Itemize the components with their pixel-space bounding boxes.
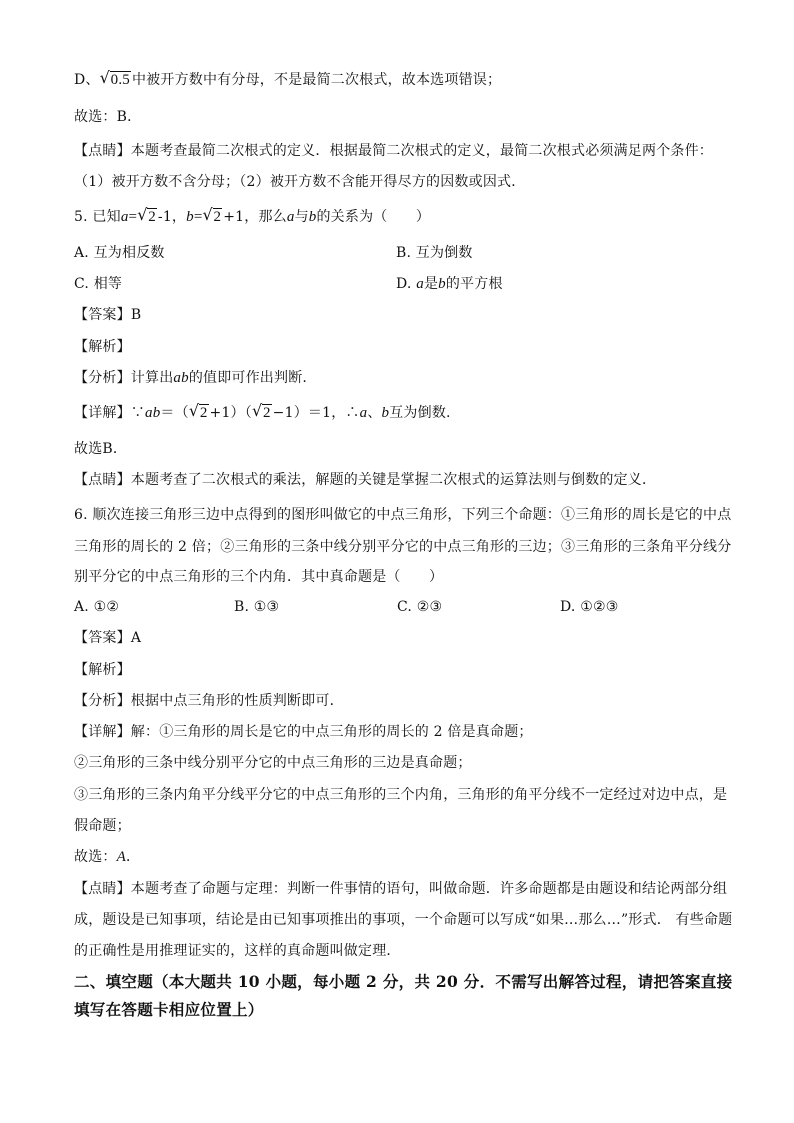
q5-option-d: [396, 274, 503, 294]
xiangjie-tail: 互为倒数.: [389, 405, 451, 421]
sqrt-expression: [101, 70, 131, 90]
q6-line-1: 6. 顺次连接三角形三边中点得到的图形叫做它的中点三角形，下列三个命题：①三角形的周长是它的中点: [74, 507, 732, 523]
radicand: 2: [199, 405, 208, 421]
note-line-1: 【点睛】本题考查最简二次根式的定义．根据最简二次根式的定义，最简二次根式必须满足两个条件：: [74, 143, 713, 159]
q6-answer-line: [74, 628, 141, 648]
question-5-stem: [74, 207, 430, 227]
var-a: a: [286, 209, 295, 225]
fenxi-lead: 【分析】计算出: [74, 370, 174, 386]
minus-one-result: −1）＝1，∴: [272, 405, 360, 421]
option-d-line: [74, 70, 501, 90]
radicand: 0.5: [110, 72, 130, 88]
option-d-mid: 是: [423, 276, 439, 292]
section-2-heading-2: 填写在答题卡相应位置上）: [74, 1000, 264, 1019]
q6-guxuan: [74, 847, 140, 867]
sqrt-2-b: [204, 207, 223, 227]
q6-dianjing-1: 【点睛】本题考查了命题与定理：判断一件事情的语句，叫做命题．许多命题都是由题设和结论两部分组: [74, 881, 728, 897]
answer-label: 【答案】: [74, 307, 131, 323]
q5-stem-text: 5. 已知: [74, 209, 121, 225]
eq-sign: =: [128, 209, 138, 225]
option-d-prefix: D、: [74, 72, 100, 88]
xiangjie-lead: 【详解】∵: [74, 405, 145, 421]
guxuan-end: ．: [125, 849, 141, 865]
q5-mid: 与: [294, 209, 309, 225]
q6-line-3: 别平分它的中点三角形的三个内角．其中真命题是（ ）: [74, 569, 444, 585]
radicand: 2: [148, 209, 156, 225]
q6-option-c: C. ②③: [397, 599, 443, 615]
q6-dianjing-3: 的正确性是用推理证实的，这样的真命题叫做定理．: [74, 943, 401, 959]
var-a: a: [359, 405, 368, 421]
q5-dianjing: 【点睛】本题考查了二次根式的乘法，解题的关键是掌握二次根式的运算法则与倒数的定义．: [74, 472, 657, 488]
answer-label: 【答案】: [74, 630, 131, 646]
q5-answer: B: [130, 307, 142, 323]
choose-line: 故选：B．: [74, 109, 142, 125]
sep: 、: [367, 405, 382, 421]
option-d-text: 中被开方数中有分母，不是最简二次根式，故本选项错误；: [131, 72, 502, 88]
var-ab: ab: [145, 405, 161, 421]
radicand: 2: [262, 405, 271, 421]
var-a: a: [120, 209, 129, 225]
q5-option-b: B. 互为倒数: [396, 245, 473, 261]
q6-xiangjie-3: ③三角形的三条内角平分线平分它的中点三角形的三个内角，三角形的角平分线不一定经过对边中点，是: [74, 787, 728, 803]
sqrt-2-first: [190, 403, 209, 423]
q6-xiangjie-4: 假命题；: [74, 818, 131, 834]
radicand: 2: [213, 209, 222, 225]
q5-option-a: A. 互为相反数: [74, 245, 165, 261]
plus-one: +1）（: [209, 405, 252, 421]
var-b: b: [308, 209, 317, 225]
option-d-tail: 的平方根: [445, 276, 503, 292]
fenxi-tail: 的值即可作出判断.: [188, 370, 308, 386]
q5-fenxi-line: [74, 368, 307, 388]
option-d-prefix: D.: [396, 276, 417, 292]
q6-option-d: D. ①②③: [560, 599, 619, 615]
var-b: b: [438, 276, 446, 292]
q6-xiangjie-2: ②三角形的三条中线分别平分它的中点三角形的三边是真命题；: [74, 755, 472, 771]
sqrt-2-second: [253, 403, 272, 423]
q5-option-c: C. 相等: [74, 276, 123, 292]
q6-option-b: B. ①③: [234, 599, 280, 615]
q6-line-2: 三角形的周长的 2 倍；②三角形的三条中线分别平分它的中点三角形的三边；③三角形的三条角平分线分: [74, 539, 732, 555]
var-ab: ab: [173, 370, 189, 386]
guxuan-value: A: [116, 849, 126, 865]
var-b: b: [186, 209, 194, 225]
plus-one: +1，那么: [223, 209, 287, 225]
sqrt-2-a: [138, 207, 157, 227]
q5-tail: 的关系为（ ）: [316, 209, 431, 225]
q6-fenxi: 【分析】根据中点三角形的性质判断即可．: [74, 693, 344, 709]
note-line-2: （1）被开方数不含分母；（2）被开方数不含能开得尽方的因数或因式．: [74, 174, 526, 190]
q6-answer: A: [130, 630, 142, 646]
q6-dianjing-2: 成，题设是已知事项，结论是由已知事项推出的事项，一个命题可以写成“如果…那么…”形式． 有些命题: [74, 912, 733, 928]
guxuan-lead: 故选：: [74, 849, 117, 865]
section-2-heading-1: 二、填空题（本大题共 10 小题，每小题 2 分，共 20 分．不需写出解答过程，请把答案直接: [74, 972, 733, 991]
eq-open: ＝（: [160, 405, 189, 421]
q5-guxuan: 故选B．: [74, 441, 128, 457]
eq-sign: =: [193, 209, 203, 225]
var-a: a: [416, 276, 424, 292]
minus-one: -1，: [157, 209, 187, 225]
var-b: b: [381, 405, 390, 421]
q6-jiexi-label: 【解析】: [74, 662, 131, 678]
q5-xiangjie-line: [74, 403, 451, 423]
q6-xiangjie-1: 【详解】解：①三角形的周长是它的中点三角形的周长的 2 倍是真命题；: [74, 724, 533, 740]
q5-answer-line: [74, 305, 141, 325]
q6-option-a: A. ①②: [74, 599, 120, 615]
q5-jiexi-label: 【解析】: [74, 339, 131, 355]
